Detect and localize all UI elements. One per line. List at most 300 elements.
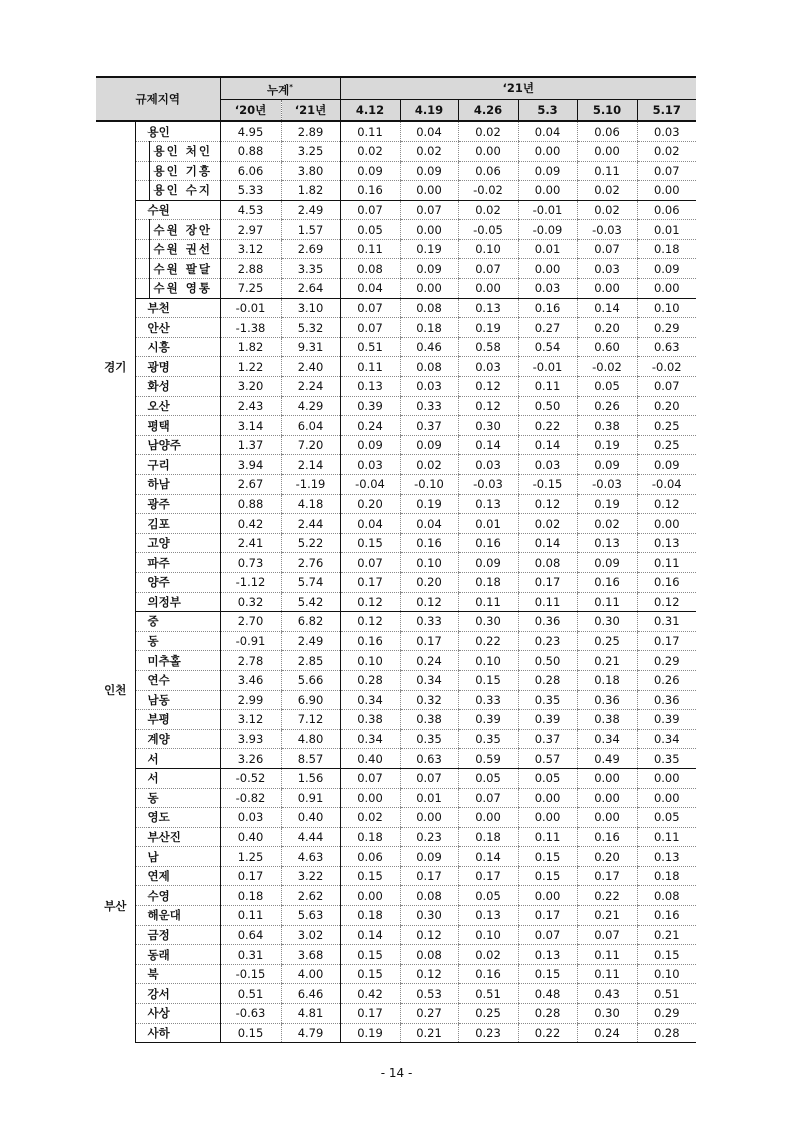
value-cell: 0.12	[340, 592, 400, 612]
value-cell: 0.17	[518, 572, 577, 592]
value-cell: 0.01	[637, 220, 696, 240]
value-cell: 0.12	[637, 592, 696, 612]
value-cell: 0.22	[518, 1023, 577, 1043]
value-cell: 0.18	[458, 572, 518, 592]
district-name: 김포	[135, 514, 220, 534]
value-cell: 0.00	[577, 808, 637, 828]
value-cell: 0.14	[577, 298, 637, 318]
district-name: 평택	[135, 416, 220, 436]
district-name: 동래	[135, 945, 220, 965]
value-cell: 2.78	[220, 651, 281, 671]
value-cell: 0.14	[518, 533, 577, 553]
district-name: 사상	[135, 1004, 220, 1024]
table-row	[96, 337, 696, 357]
table-row	[96, 768, 696, 788]
value-cell: 3.10	[281, 298, 340, 318]
district-name: 수원 권선	[149, 239, 220, 259]
value-cell: 3.46	[220, 670, 281, 690]
value-cell: -0.52	[220, 768, 281, 788]
value-cell: 0.16	[637, 572, 696, 592]
value-cell: 0.26	[637, 670, 696, 690]
table-row	[96, 181, 696, 201]
value-cell: 0.08	[400, 298, 458, 318]
value-cell: 6.82	[281, 612, 340, 632]
value-cell: 0.01	[518, 239, 577, 259]
value-cell: 0.00	[400, 220, 458, 240]
table-row	[96, 886, 696, 906]
value-cell: 0.16	[518, 298, 577, 318]
value-cell: 0.07	[340, 318, 400, 338]
value-cell: 0.00	[458, 808, 518, 828]
value-cell: 0.00	[400, 181, 458, 201]
value-cell: 0.15	[340, 866, 400, 886]
value-cell: 0.13	[458, 494, 518, 514]
value-cell: -0.03	[577, 475, 637, 495]
value-cell: 0.00	[637, 181, 696, 201]
region-header: 규제지역	[96, 77, 220, 121]
table-row	[96, 592, 696, 612]
col-header: 4.26	[458, 99, 518, 121]
value-cell: 0.11	[637, 827, 696, 847]
value-cell: 0.13	[518, 945, 577, 965]
value-cell: 0.16	[400, 533, 458, 553]
table-row	[96, 945, 696, 965]
col-header: 5.10	[577, 99, 637, 121]
value-cell: 0.11	[637, 553, 696, 573]
value-cell: 0.00	[518, 259, 577, 279]
value-cell: -0.04	[637, 475, 696, 495]
value-cell: -0.01	[518, 357, 577, 377]
value-cell: 1.56	[281, 768, 340, 788]
value-cell: 4.81	[281, 1004, 340, 1024]
page-number: - 14 -	[380, 1066, 413, 1080]
value-cell: 0.39	[637, 710, 696, 730]
value-cell: 0.11	[340, 239, 400, 259]
value-cell: 0.09	[577, 553, 637, 573]
value-cell: 0.02	[577, 181, 637, 201]
value-cell: 2.44	[281, 514, 340, 534]
value-cell: 3.35	[281, 259, 340, 279]
value-cell: 0.11	[518, 377, 577, 397]
value-cell: 0.00	[577, 788, 637, 808]
value-cell: 6.04	[281, 416, 340, 436]
value-cell: 0.07	[458, 259, 518, 279]
value-cell: 0.09	[577, 455, 637, 475]
district-name: 수원	[135, 200, 220, 220]
value-cell: 0.24	[577, 1023, 637, 1043]
value-cell: 0.18	[220, 886, 281, 906]
table-row	[96, 298, 696, 318]
col-header: 4.12	[340, 99, 400, 121]
value-cell: 0.51	[340, 337, 400, 357]
value-cell: 0.02	[577, 200, 637, 220]
value-cell: 0.13	[637, 847, 696, 867]
table-row	[96, 239, 696, 259]
value-cell: 0.17	[340, 1004, 400, 1024]
value-cell: 0.42	[340, 984, 400, 1004]
value-cell: 2.70	[220, 612, 281, 632]
table-row	[96, 455, 696, 475]
value-cell: 0.00	[577, 279, 637, 299]
district-name: 금정	[135, 925, 220, 945]
value-cell: 0.05	[518, 768, 577, 788]
district-name: 서	[135, 768, 220, 788]
value-cell: 0.09	[400, 259, 458, 279]
value-cell: 0.20	[637, 396, 696, 416]
value-cell: 0.18	[637, 239, 696, 259]
value-cell: 4.95	[220, 121, 281, 141]
value-cell: 0.29	[637, 1004, 696, 1024]
value-cell: 0.00	[518, 808, 577, 828]
value-cell: -0.01	[220, 298, 281, 318]
value-cell: 0.24	[340, 416, 400, 436]
value-cell: 0.06	[577, 121, 637, 141]
value-cell: 0.02	[400, 455, 458, 475]
value-cell: 0.12	[340, 612, 400, 632]
value-cell: 0.19	[400, 239, 458, 259]
district-name: 광명	[135, 357, 220, 377]
value-cell: -1.12	[220, 572, 281, 592]
table-row	[96, 906, 696, 926]
col-header: 5.3	[518, 99, 577, 121]
value-cell: 3.26	[220, 749, 281, 769]
value-cell: 3.20	[220, 377, 281, 397]
table-row	[96, 651, 696, 671]
value-cell: 0.06	[637, 200, 696, 220]
value-cell: -0.01	[518, 200, 577, 220]
value-cell: 0.58	[458, 337, 518, 357]
value-cell: 0.19	[340, 1023, 400, 1043]
value-cell: 0.12	[458, 377, 518, 397]
value-cell: 0.14	[458, 847, 518, 867]
value-cell: 0.09	[637, 455, 696, 475]
value-cell: -0.04	[340, 475, 400, 495]
value-cell: 2.99	[220, 690, 281, 710]
value-cell: 0.05	[458, 768, 518, 788]
value-cell: -0.15	[518, 475, 577, 495]
value-cell: 0.50	[518, 651, 577, 671]
value-cell: 0.23	[400, 827, 458, 847]
indent-cell	[135, 220, 149, 240]
value-cell: 0.24	[400, 651, 458, 671]
value-cell: 4.80	[281, 729, 340, 749]
district-name: 동	[135, 788, 220, 808]
value-cell: 0.50	[518, 396, 577, 416]
value-cell: 0.09	[400, 847, 458, 867]
table-row	[96, 964, 696, 984]
table-row	[96, 1004, 696, 1024]
value-cell: 0.11	[518, 827, 577, 847]
value-cell: 0.38	[400, 710, 458, 730]
value-cell: 0.63	[400, 749, 458, 769]
value-cell: 0.05	[637, 808, 696, 828]
value-cell: 0.00	[400, 279, 458, 299]
value-cell: 3.68	[281, 945, 340, 965]
value-cell: 0.18	[637, 866, 696, 886]
value-cell: 0.15	[458, 670, 518, 690]
value-cell: 0.51	[458, 984, 518, 1004]
region-label: 인천	[104, 683, 127, 698]
value-cell: 2.69	[281, 239, 340, 259]
value-cell: 0.10	[637, 964, 696, 984]
value-cell: 0.07	[577, 925, 637, 945]
value-cell: 7.20	[281, 435, 340, 455]
district-name: 광주	[135, 494, 220, 514]
value-cell: 0.29	[637, 318, 696, 338]
value-cell: 0.00	[518, 141, 577, 161]
value-cell: 0.28	[637, 1023, 696, 1043]
value-cell: 3.14	[220, 416, 281, 436]
value-cell: 0.01	[458, 514, 518, 534]
value-cell: 0.53	[400, 984, 458, 1004]
value-cell: 2.67	[220, 475, 281, 495]
value-cell: 0.12	[400, 592, 458, 612]
table-row	[96, 729, 696, 749]
value-cell: 0.04	[400, 514, 458, 534]
value-cell: 0.07	[400, 768, 458, 788]
value-cell: 0.07	[577, 239, 637, 259]
value-cell: 0.31	[220, 945, 281, 965]
value-cell: 0.39	[518, 710, 577, 730]
district-name: 오산	[135, 396, 220, 416]
value-cell: 0.13	[458, 298, 518, 318]
value-cell: 0.91	[281, 788, 340, 808]
value-cell: 0.00	[340, 886, 400, 906]
value-cell: 0.23	[518, 631, 577, 651]
value-cell: 4.18	[281, 494, 340, 514]
value-cell: 0.17	[340, 572, 400, 592]
table-row	[96, 514, 696, 534]
value-cell: 0.35	[458, 729, 518, 749]
value-cell: 1.82	[281, 181, 340, 201]
value-cell: 0.21	[577, 651, 637, 671]
value-cell: 0.46	[400, 337, 458, 357]
table-row	[96, 984, 696, 1004]
value-cell: 0.02	[400, 141, 458, 161]
value-cell: 0.20	[577, 318, 637, 338]
value-cell: 0.21	[637, 925, 696, 945]
cumulative-header: 누계*	[220, 77, 340, 99]
value-cell: 7.25	[220, 279, 281, 299]
value-cell: 0.00	[518, 788, 577, 808]
value-cell: 0.08	[400, 886, 458, 906]
value-cell: 0.59	[458, 749, 518, 769]
district-name: 북	[135, 964, 220, 984]
value-cell: 0.04	[400, 121, 458, 141]
table-row	[96, 533, 696, 553]
value-cell: 3.80	[281, 161, 340, 181]
value-cell: 0.07	[637, 161, 696, 181]
value-cell: 5.42	[281, 592, 340, 612]
value-cell: 0.11	[518, 592, 577, 612]
indent-cell	[135, 259, 149, 279]
value-cell: 0.08	[340, 259, 400, 279]
value-cell: 3.25	[281, 141, 340, 161]
value-cell: 0.30	[577, 1004, 637, 1024]
value-cell: 0.11	[220, 906, 281, 926]
district-name: 해운대	[135, 906, 220, 926]
table-row	[96, 670, 696, 690]
value-cell: -0.91	[220, 631, 281, 651]
value-cell: 0.02	[340, 808, 400, 828]
value-cell: 0.25	[577, 631, 637, 651]
table-row	[96, 357, 696, 377]
value-cell: 0.07	[340, 553, 400, 573]
value-cell: 0.10	[458, 651, 518, 671]
district-name: 수원 영통	[149, 279, 220, 299]
value-cell: 0.49	[577, 749, 637, 769]
value-cell: -0.03	[577, 220, 637, 240]
value-cell: 0.88	[220, 494, 281, 514]
value-cell: 0.34	[577, 729, 637, 749]
value-cell: 0.25	[458, 1004, 518, 1024]
table-row	[96, 200, 696, 220]
value-cell: 0.09	[340, 435, 400, 455]
value-cell: 0.36	[577, 690, 637, 710]
value-cell: 0.22	[458, 631, 518, 651]
value-cell: 0.15	[518, 866, 577, 886]
value-cell: 0.51	[220, 984, 281, 1004]
value-cell: 3.02	[281, 925, 340, 945]
value-cell: 1.22	[220, 357, 281, 377]
table-row	[96, 690, 696, 710]
value-cell: 0.28	[518, 670, 577, 690]
value-cell: 4.79	[281, 1023, 340, 1043]
value-cell: 6.90	[281, 690, 340, 710]
table-row	[96, 220, 696, 240]
district-name: 계양	[135, 729, 220, 749]
value-cell: 0.06	[458, 161, 518, 181]
value-cell: 0.10	[458, 925, 518, 945]
value-cell: 0.30	[458, 612, 518, 632]
value-cell: 0.34	[340, 729, 400, 749]
value-cell: 0.42	[220, 514, 281, 534]
value-cell: 0.13	[577, 533, 637, 553]
district-name: 남	[135, 847, 220, 867]
district-name: 양주	[135, 572, 220, 592]
value-cell: 0.20	[577, 847, 637, 867]
value-cell: -0.05	[458, 220, 518, 240]
col-header: ‘20년	[220, 99, 281, 121]
value-cell: 0.08	[518, 553, 577, 573]
value-cell: 0.27	[518, 318, 577, 338]
value-cell: 0.30	[458, 416, 518, 436]
value-cell: 0.11	[340, 357, 400, 377]
value-cell: 0.05	[577, 377, 637, 397]
table-row	[96, 141, 696, 161]
value-cell: 0.11	[577, 964, 637, 984]
value-cell: 0.10	[340, 651, 400, 671]
value-cell: 0.13	[340, 377, 400, 397]
value-cell: 0.07	[400, 200, 458, 220]
value-cell: 0.19	[458, 318, 518, 338]
value-cell: 0.09	[400, 161, 458, 181]
value-cell: 2.24	[281, 377, 340, 397]
value-cell: 0.15	[340, 533, 400, 553]
value-cell: 0.10	[400, 553, 458, 573]
table-row	[96, 788, 696, 808]
district-name: 수영	[135, 886, 220, 906]
value-cell: 0.06	[340, 847, 400, 867]
value-cell: 2.62	[281, 886, 340, 906]
value-cell: 0.15	[518, 847, 577, 867]
district-name: 남동	[135, 690, 220, 710]
value-cell: -1.19	[281, 475, 340, 495]
value-cell: 0.07	[637, 377, 696, 397]
value-cell: 0.00	[637, 279, 696, 299]
value-cell: 0.19	[400, 494, 458, 514]
value-cell: 0.51	[637, 984, 696, 1004]
value-cell: 0.37	[518, 729, 577, 749]
value-cell: -0.82	[220, 788, 281, 808]
value-cell: 0.18	[400, 318, 458, 338]
value-cell: 0.39	[458, 710, 518, 730]
value-cell: 0.00	[458, 141, 518, 161]
value-cell: 0.64	[220, 925, 281, 945]
value-cell: 0.13	[458, 906, 518, 926]
value-cell: 2.43	[220, 396, 281, 416]
table-body	[96, 121, 696, 1042]
table-row	[96, 475, 696, 495]
value-cell: 0.19	[577, 435, 637, 455]
table-header	[96, 77, 696, 121]
value-cell: 0.10	[637, 298, 696, 318]
value-cell: -0.02	[637, 357, 696, 377]
value-cell: 1.57	[281, 220, 340, 240]
value-cell: 0.33	[458, 690, 518, 710]
value-cell: 0.17	[458, 866, 518, 886]
value-cell: 9.31	[281, 337, 340, 357]
district-name: 강서	[135, 984, 220, 1004]
value-cell: 0.04	[340, 514, 400, 534]
table-row	[96, 416, 696, 436]
value-cell: 4.00	[281, 964, 340, 984]
value-cell: -0.63	[220, 1004, 281, 1024]
value-cell: 0.14	[518, 435, 577, 455]
value-cell: 0.03	[400, 377, 458, 397]
value-cell: 0.15	[220, 1023, 281, 1043]
value-cell: 0.16	[637, 906, 696, 926]
value-cell: 0.08	[400, 945, 458, 965]
value-cell: 7.12	[281, 710, 340, 730]
value-cell: 0.34	[340, 690, 400, 710]
value-cell: 0.34	[400, 670, 458, 690]
value-cell: 1.82	[220, 337, 281, 357]
value-cell: 0.38	[340, 710, 400, 730]
table-row	[96, 808, 696, 828]
value-cell: 0.11	[577, 592, 637, 612]
indent-cell	[135, 161, 149, 181]
value-cell: 3.93	[220, 729, 281, 749]
district-name: 영도	[135, 808, 220, 828]
value-cell: 8.57	[281, 749, 340, 769]
value-cell: -0.09	[518, 220, 577, 240]
value-cell: 0.09	[340, 161, 400, 181]
value-cell: 5.63	[281, 906, 340, 926]
district-name: 용인 처인	[149, 141, 220, 161]
value-cell: 0.38	[577, 416, 637, 436]
district-name: 연수	[135, 670, 220, 690]
col-header: 4.19	[400, 99, 458, 121]
district-name: 수원 팔달	[149, 259, 220, 279]
value-cell: 0.11	[458, 592, 518, 612]
district-name: 의정부	[135, 592, 220, 612]
value-cell: 0.54	[518, 337, 577, 357]
value-cell: -0.03	[458, 475, 518, 495]
value-cell: 1.25	[220, 847, 281, 867]
value-cell: 6.46	[281, 984, 340, 1004]
table-row	[96, 866, 696, 886]
